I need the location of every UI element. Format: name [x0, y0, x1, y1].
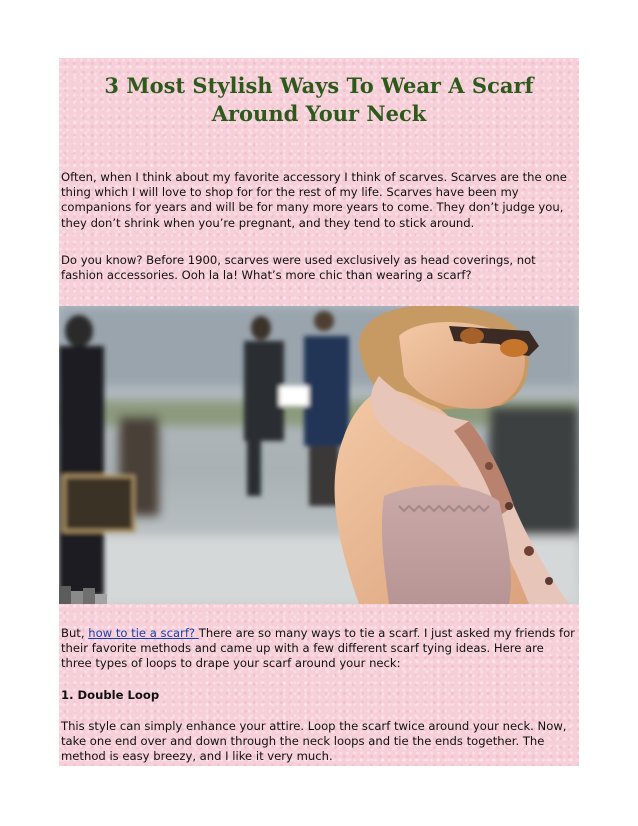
how-to-tie-a-scarf-link[interactable]: how to tie a scarf? [88, 626, 199, 640]
document-page [59, 58, 579, 766]
section1-body: This style can simply enhance your attire. Loop the scarf twice around your neck. Now, take one end over and down through the neck loops and tie the ends together. The method is easy breezy, and I like it very much. [61, 719, 567, 764]
tie-paragraph [61, 626, 576, 672]
tie-prefix: But, [61, 626, 89, 640]
history-paragraph: Do you know? Before 1900, scarves were used exclusively as head coverings, not fashion accessories. Ooh la la! What’s more chic than wearing a scarf? [61, 253, 536, 283]
section1-heading: 1. Double Loop [61, 688, 160, 702]
scarf-woman-photo [59, 306, 579, 604]
article-title: 3 Most Stylish Ways To Wear A Scarf Around Your Neck [104, 73, 534, 126]
tie-rest: There are so many ways to tie a scarf. I just asked my friends for their favorite methods and came up with a few different scarf tying ideas. Here are three types of loops to drape your scarf around your neck: [61, 626, 575, 671]
intro-paragraph: Often, when I think about my favorite accessory I think of scarves. Scarves are the one thing which I will love to shop for for the rest of my life. Scarves have been my companions for years and will be for many more years to come. They don’t judge you, they don’t shrink when you’re pregnant, and they tend to stick around. [61, 170, 567, 230]
